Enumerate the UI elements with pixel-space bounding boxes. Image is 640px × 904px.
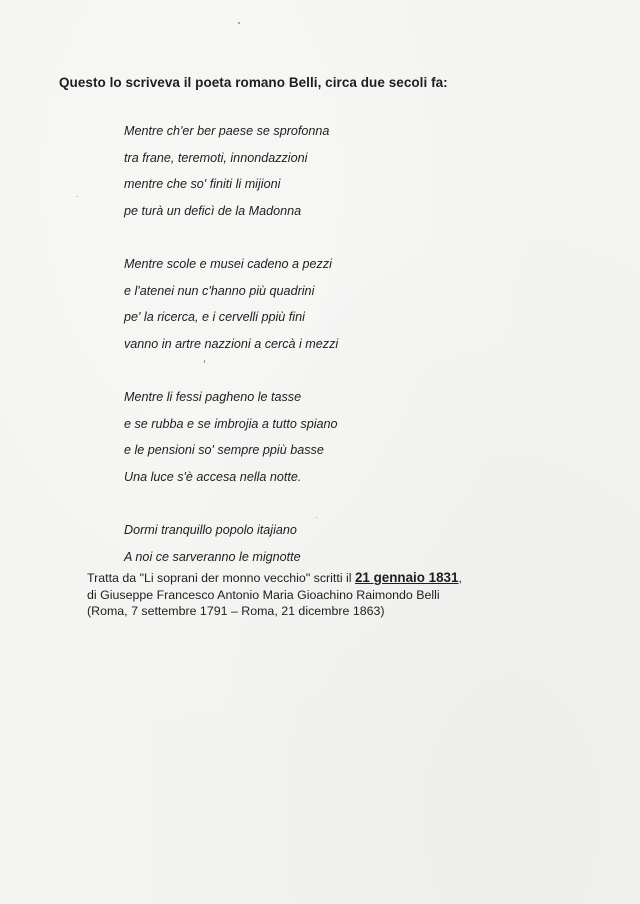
verse-line: Mentre scole e musei cadeno a pezzi bbox=[124, 257, 332, 271]
poem bbox=[124, 122, 338, 574]
stanza-2 bbox=[124, 255, 338, 361]
verse-line: Dormi tranquillo popolo itajiano bbox=[124, 523, 297, 537]
verse-line: Mentre li fessi pagheno le tasse bbox=[124, 390, 302, 404]
source-line-1 bbox=[87, 570, 462, 587]
verse-line: A noi ce sarveranno le mignotte bbox=[124, 549, 301, 564]
verse-line: mentre che so' finiti li mijioni bbox=[124, 177, 281, 191]
source-prefix: Tratta da "Li soprani der monno vecchio" scritti il bbox=[87, 571, 355, 585]
source-line-3: (Roma, 7 settembre 1791 – Roma, 21 dicembre 1863) bbox=[87, 604, 385, 618]
verse-line: e le pensioni so' sempre ppiù basse bbox=[124, 443, 324, 457]
verse-line: pe turà un deficì de la Madonna bbox=[124, 203, 302, 218]
verse-line: Una luce s'è accesa nella notte. bbox=[124, 469, 302, 484]
verse-line: pe' la ricerca, e i cervelli ppiù fini bbox=[124, 310, 305, 324]
source-attribution bbox=[87, 570, 462, 620]
verse-line: e l'atenei nun c'hanno più quadrini bbox=[124, 283, 315, 298]
page-heading: Questo lo scriveva il poeta romano Belli, circa due secoli fa: bbox=[59, 75, 448, 90]
stanza-4 bbox=[124, 521, 338, 574]
paper-speck bbox=[204, 360, 205, 363]
source-line-2: di Giuseppe Francesco Antonio Maria Gioachino Raimondo Belli bbox=[87, 587, 440, 602]
paper-speck bbox=[316, 517, 317, 518]
stanza-3 bbox=[124, 388, 338, 494]
paper-speck bbox=[77, 196, 78, 197]
paper-speck bbox=[238, 22, 240, 24]
verse-line: tra frane, teremoti, innondazzioni bbox=[124, 150, 308, 165]
stanza-1 bbox=[124, 122, 338, 228]
source-date: 21 gennaio 1831 bbox=[354, 570, 459, 585]
verse-line: vanno in artre nazzioni a cercà i mezzi bbox=[124, 336, 339, 351]
source-suffix: , bbox=[458, 571, 462, 585]
verse-line: Mentre ch'er ber paese se sprofonna bbox=[124, 124, 330, 138]
verse-line: e se rubba e se imbrojia a tutto spiano bbox=[124, 416, 338, 431]
